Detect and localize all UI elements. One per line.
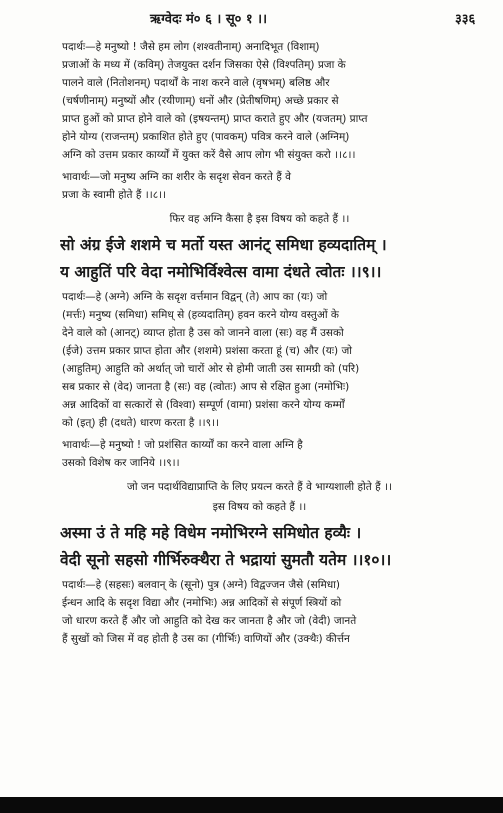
commentary-line: ईन्धन आदि के सदृश विद्या और (नमोभिः) अन्न आदिकों से संपूर्ण स्त्रियों को [62, 597, 342, 609]
commentary-line: होने योग्य (राजन्तम्) प्रकाशित होते हुए (पावकम्) पवित्र करने वाले (अग्निम्) [62, 131, 350, 143]
commentary-line: पदार्थः—हे (अग्ने) अग्नि के सदृश वर्त्तमान विद्वन् (ते) आप का (यः) जो [62, 291, 328, 303]
commentary-line: पदार्थः—हे मनुष्यो ! जैसे हम लोग (शश्वतीनाम्) अनादिभूत (विशाम्) [62, 41, 320, 53]
summary-line: भावार्थः—जो मनुष्य अग्नि का शरीर के सदृश सेवन करते हैं वे [62, 171, 291, 183]
page-header [0, 9, 503, 29]
summary-line: उसको विशेष कर जानिये ।।९।। [62, 457, 180, 469]
commentary-line: अग्नि को उत्तम प्रकार कार्य्यों में युक्त करें वैसे आप लोग भी संयुक्त करो ।।८।। [62, 149, 356, 161]
commentary-line: (चर्षणीनाम्) मनुष्यों और (रयीणाम्) धनों और (प्रेतीषणिम्) अच्छे प्रकार से [62, 95, 339, 107]
running-head: ऋग्वेदः मं० ६ । सू० १ ।। [150, 12, 268, 27]
commentary-line: हैं सुखों को जिस में वह होती है उस का (गीर्भिः) वाणियों और (उक्थैः) कीर्त्तन [62, 633, 350, 645]
commentary-line: जो धारण करते हैं और जो आहुति को देख कर जानता है और जो (वेदी) जानते [62, 615, 357, 627]
intro-line: जो जन पदार्थविद्याप्राप्ति के लिए प्रयत्न करते हैं वे भाग्यशाली होते हैं ।। [127, 481, 392, 493]
intro-line: इस विषय को कहते हैं ।। [212, 501, 307, 513]
summary-line: भावार्थः—हे मनुष्यो ! जो प्रशंसित कार्य्यों का करने वाला अग्नि है [62, 439, 303, 451]
intro-line: फिर वह अग्नि कैसा है इस विषय को कहते हैं ।। [169, 213, 350, 225]
commentary-line: को (इत्) ही (दधते) धारण करता है ।।९।। [62, 417, 220, 429]
commentary-line: अन्न आदिकों वा सत्कारों से (विश्वा) सम्पूर्ण (वामा) प्रशंसा करने योग्य कर्म्मों [62, 399, 345, 411]
commentary-line: देने वाले को (आनट्) व्याप्त होता है उस को जानने वाला (सः) वह मैं उसको [62, 327, 344, 339]
commentary-line: प्राप्त हुओं को प्राप्त होने वाले को (इषयन्तम्) प्राप्त कराते हुए और (यजतम्) प्राप्त [62, 113, 368, 125]
commentary-line: (ईजे) उत्तम प्रकार प्राप्त होता और (शशमे) प्रशंसा करता हूं (च) और (यः) जो [62, 345, 352, 357]
mantra-line: अस्मा उं ते महि महे विधेम नमोभिरग्ने समिधोत हव्यैः । [60, 524, 362, 542]
commentary-line: (मर्त्तः) मनुष्य (समिधा) समिध् से (हव्यदातिम्) हवन करने योग्य वस्तुओं के [62, 309, 339, 321]
scan-edge [0, 797, 503, 813]
summary-line: प्रजा के स्वामी होते हैं ।।८।। [62, 189, 167, 201]
commentary-line: प्रजाओं के मध्य में (कविम्) तेजयुक्त दर्शन जिसका ऐसे (विश्पतिम्) प्रजा के [62, 59, 346, 71]
mantra-line: वेदी सूनो सहसो गीर्भिरुक्थैरा ते भद्रायां सुमतौ यतेम ।।१०।। [60, 551, 392, 569]
mantra-line: य आहुतिं परि वेदा नमोभिर्विश्वेत्स वामा दंधते त्वोतः ।।९।। [60, 263, 382, 281]
commentary-line: (आहुतिम्) आहुति को अर्थात् जो चारों ओर से होमी जाती उस सामग्री को (परि) [62, 363, 360, 375]
commentary-line: पदार्थः—हे (सहसः) बलवान् के (सूनो) पुत्र (अग्ने) विद्वज्जन जैसे (समिधा) [62, 579, 341, 591]
commentary-line: सब प्रकार से (वेद) जानता है (सः) वह (त्वोतः) आप से रक्षित हुआ (नमोभिः) [62, 381, 350, 393]
mantra-line: सो अंग्र ईजे शशमे च मर्तो यस्त आनंट् समिधा हव्यदातिम् । [60, 236, 387, 254]
page-number: ३३६ [455, 12, 476, 27]
commentary-line: पालने वाले (नितोशनम्) पदार्थों के नाश करने वाले (वृषभम्) बलिष्ठ और [62, 77, 330, 89]
